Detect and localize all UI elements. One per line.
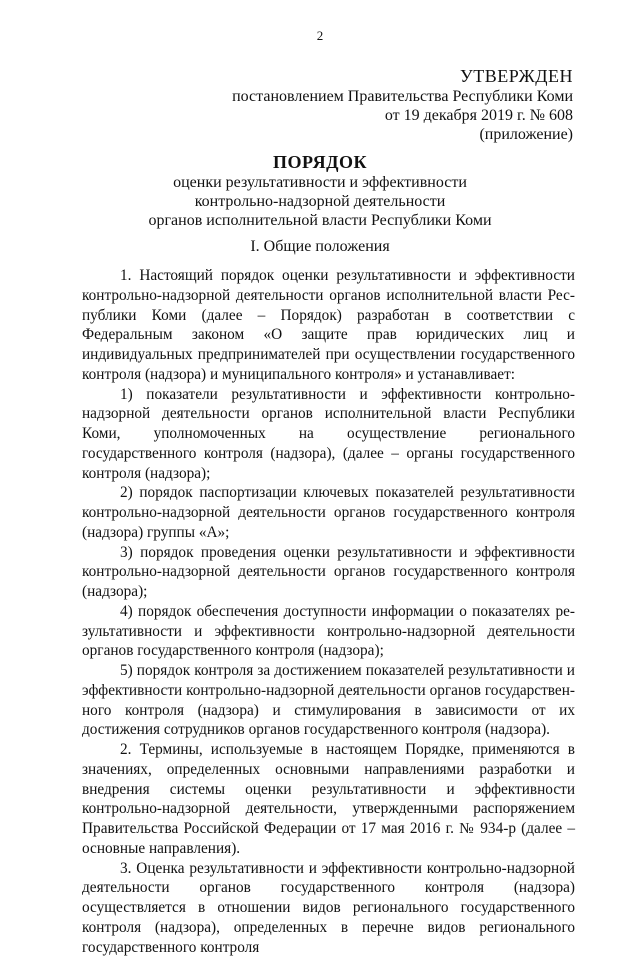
- approval-title: УТВЕРЖДЕН: [232, 66, 573, 87]
- document-heading: [0, 151, 640, 230]
- paragraph-1-item-5: 5) порядок контроля за достижением показателей результативности и эффективности контрольно-надзорной деятельности органов государственного контроля (надзора) и стимулирования в зависимости от их достижения сотрудников органов государственного контроля (надзора).: [82, 661, 575, 740]
- document-subtitle-line-1: оценки результативности и эффективности: [0, 173, 640, 192]
- approval-block: [232, 66, 573, 144]
- page-number: 2: [0, 28, 640, 44]
- approval-line-2: от 19 декабря 2019 г. № 608: [232, 106, 573, 125]
- paragraph-2: 2. Термины, используемые в настоящем Порядке, применяются в значениях, определенных основными направлениями разработки и внедрения системы оценки результативности и эффективности контрольно-надзорной деятельности, утвержденными распоряжением Правительства Российской Федерации от 17 мая 2016 г. № 934-р (далее – основные направления).: [82, 740, 575, 859]
- paragraph-1-item-2: 2) порядок паспортизации ключевых показателей результативности контрольно-надзорной деятельности органов государственного контроля (надзора) группы «А»;: [82, 483, 575, 542]
- paragraph-3: 3. Оценка результативности и эффективности контрольно-надзорной деятельности органов государственного контроля (надзора) осуществляется в отношении видов регионального государственного контроля (надзора), определенных в перечне видов регионального государственного контроля: [82, 859, 575, 957]
- approval-line-1: постановлением Правительства Республики Коми: [232, 87, 573, 106]
- paragraph-1-item-3: 3) порядок проведения оценки результативности и эффективности контрольно-надзорной деятельности органов государственного контроля (надзора);: [82, 543, 575, 602]
- document-subtitle-line-3: органов исполнительной власти Республики Коми: [0, 211, 640, 230]
- paragraph-1-item-4: 4) порядок обеспечения доступности информации о показателях результативности и эффективности контрольно-надзорной деятельности органов государственного контроля (надзора);: [82, 602, 575, 661]
- paragraph-1-item-1: 1) показатели результативности и эффективности контрольно-надзорной деятельности органов исполнительной власти Республики Коми, уполномоченных на осуществление регионального государственного контроля (надзора), (далее – органы государственного контроля (надзора);: [82, 385, 575, 484]
- document-subtitle-line-2: контрольно-надзорной деятельности: [0, 192, 640, 211]
- body-text: [82, 266, 575, 957]
- approval-line-3: (приложение): [232, 125, 573, 144]
- paragraph-1: 1. Настоящий порядок оценки результативности и эффективности контрольно-надзорной деятельности органов исполнительной власти Республики Коми (далее – Порядок) разработан в соответствии с Федеральным законом «О защите прав юридических лиц и индивидуальных предпринимателей при осуществлении государственного контроля (надзора) и муниципального контроля» и устанавливает:: [82, 266, 575, 385]
- section-title: I. Общие положения: [0, 237, 640, 256]
- document-title: ПОРЯДОК: [0, 151, 640, 173]
